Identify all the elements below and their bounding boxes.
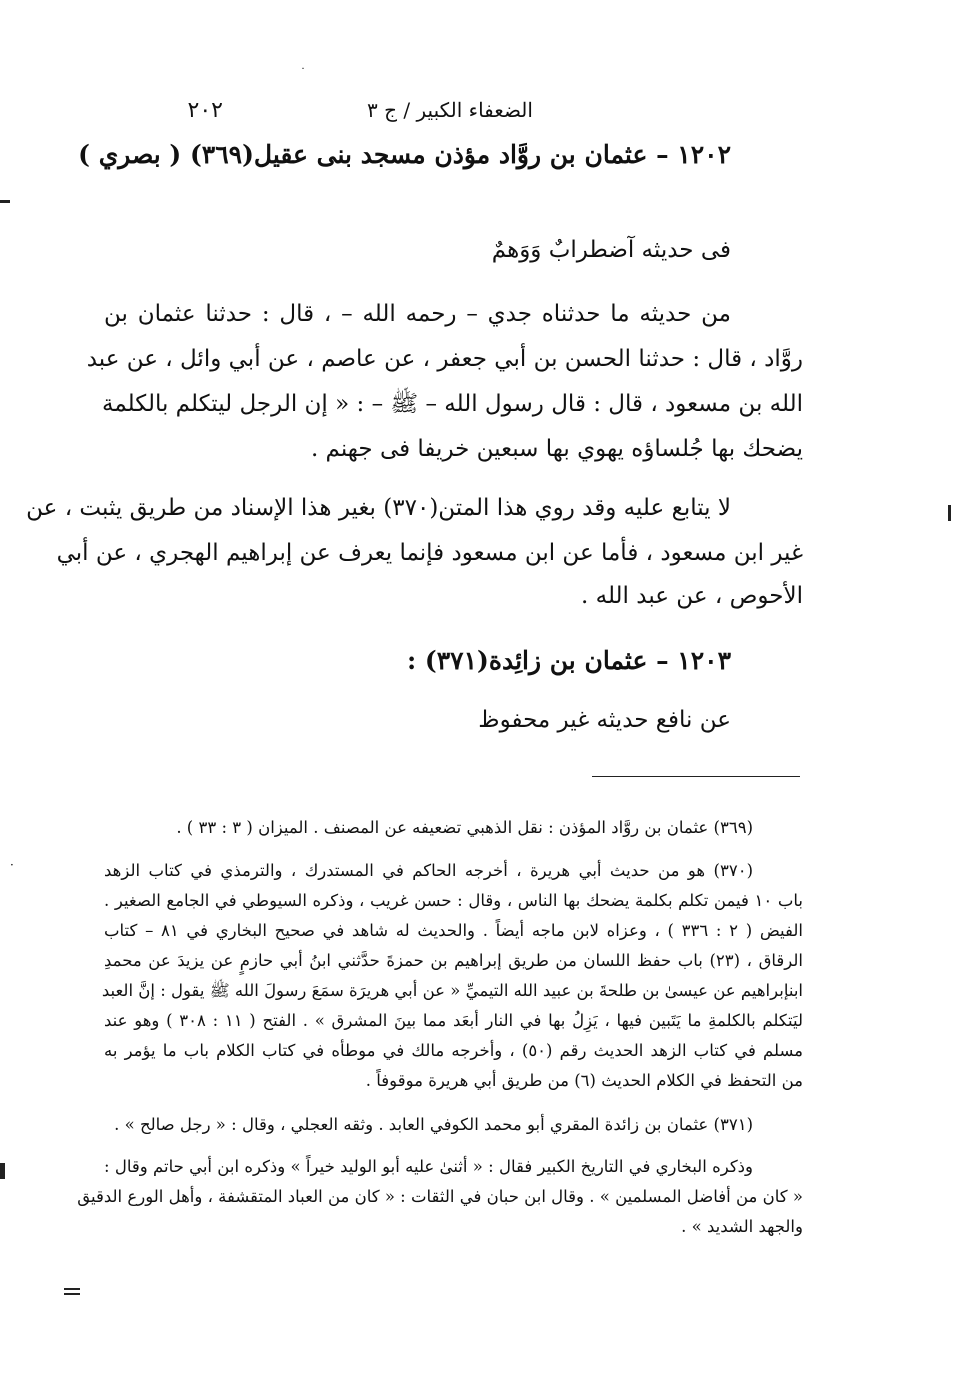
entry-1202-paragraph-1-line-2: روَّاد ، قال : حدثنا الحسن بن أبي جعفر ، عن عاصم ، عن أبي وائل ، عن عبد <box>86 346 803 372</box>
entry-1202-paragraph-2-line-3: الأحوص ، عن عبد الله . <box>580 583 803 609</box>
footnote-371-line-2: وذكره البخاري في التاريخ الكبير فقال : « أثنىٰ عليه أبو الوليد خيراً » وذكره ابن أبي حاتم وقال : <box>104 1157 753 1176</box>
footnote-370-line-3: الفيض ( ٢ : ٣٣٦ ) ، وعزاه لابن ماجه أيضاً . والحديث له شاهد في صحيح البخاري في ٨١ – كتاب <box>104 921 803 940</box>
footnote-370-line-4: الرقاق ، (٢٣) باب حفظ اللسان من طريق إبراهيم بن حمزةَ حدَّثني ابنُ أبي حازمٍ عن يزيدَ عن محمدِ <box>104 951 803 970</box>
footnote-371-line-1: (٣٧١) عثمان بن زائدة المقري أبو محمد الكوفي العابد . وثقه العجلي ، وقال : « رجل صالح » . <box>114 1115 753 1134</box>
right-margin-mark <box>948 505 951 521</box>
footnote-separator <box>592 776 800 777</box>
bottom-margin-mark-2 <box>64 1293 80 1295</box>
entry-1202-intro: فى حديثه آضطرابٌ وَوَهمٌ <box>491 237 731 263</box>
entry-1202-paragraph-2-line-1: لا يتابع عليه وقد روي هذا المتن(٣٧٠) بغير هذا الإسناد من طريق يثبت ، عن <box>26 495 731 521</box>
entry-1202-paragraph-2-line-2: غير ابن مسعود ، فأما عن ابن مسعود فإنما يعرف عن إبراهيم الهجري ، عن أبي <box>56 540 803 566</box>
running-header-title: الضعفاء الكبير / ج ٣ <box>367 98 533 122</box>
entry-1203-text: عن نافع حديثه غير محفوظ <box>478 707 731 733</box>
footnote-370-line-7: مسلم في كتاب الزهد الحديث رقم (٥٠) ، وأخرجه مالك في موطأه في كتاب الكلام باب ما يؤمر به <box>104 1041 804 1060</box>
entry-1202-title: ١٢٠٢ – عثمان بن روَّاد مؤذن مسجد بنى عقيل(٣٦٩) ( بصري ) <box>78 140 731 169</box>
bottom-margin-mark <box>64 1288 80 1290</box>
footnote-369: (٣٦٩) عثمان بن روَّاد المؤذن : نقل الذهبي تضعيفه عن المصنف . الميزان ( ٣ : ٣٣ ) . <box>176 818 753 837</box>
footnote-371-line-4: والجهد الشديد » . <box>681 1217 803 1236</box>
footnote-370-line-5: ابنإبراهيم عن عيسىٰ بن طلحةَ بن عبيد الله التيميِّ « عن أبي هريرَة سمَعَ رسولَ الله ﷺ يقول : إنَّ العبد <box>101 981 803 1000</box>
entry-1202-paragraph-1-line-1: من حديثه ما حدثناه جدي – رحمه الله – ، قال : حدثنا عثمان بن <box>104 301 731 327</box>
footnote-370-line-2: باب ١٠ فيمن تكلم بكلمة يضحك بها الناس ، وقال : حسن غريب ، وذكره السيوطي في الجامع الصغير . <box>104 891 803 910</box>
footnote-370-line-6: ليَتكلم بالكلمةِ ما يَتَبين فيها ، يَزِلُ بها في النار أبعَد مما بينَ المشرق » . الفتح ( ١١ : ٣٠٨ ) وهو عند <box>104 1011 803 1030</box>
footnote-370-line-1: (٣٧٠) هو من حديث أبي هريرة ، أخرجه الحاكم في المستدرك ، والترمذي في كتاب الزهد <box>104 861 753 880</box>
footnote-370-line-8: من التحفظ في الكلام الحديث (٦) من طريق أبي هريرة موقوفاً . <box>365 1071 803 1090</box>
scan-speck: ˙ <box>300 66 306 80</box>
scan-speck-2: · <box>10 858 14 872</box>
entry-1203-title: ١٢٠٣ – عثمان بن زائِدة(٣٧١) : <box>406 646 731 675</box>
footnote-371-line-3: « كان من أفاضل المسلمين » . وقال ابن حبان في الثقات : « كان من العباد المتقشفة ، وأهل الورع الدقيق <box>77 1187 803 1206</box>
left-margin-mark-2 <box>0 1163 5 1179</box>
left-margin-mark <box>0 200 10 203</box>
entry-1202-paragraph-1-line-3: الله بن مسعود ، قال : قال رسول الله – ﷺ – : « إن الرجل ليتكلم بالكلمة <box>102 391 803 417</box>
entry-1202-paragraph-1-line-4: يضحك بها جُلساؤه يهوي بها سبعين خريفا فى جهنم . <box>310 436 803 462</box>
page-number: ٢٠٢ <box>187 98 223 123</box>
